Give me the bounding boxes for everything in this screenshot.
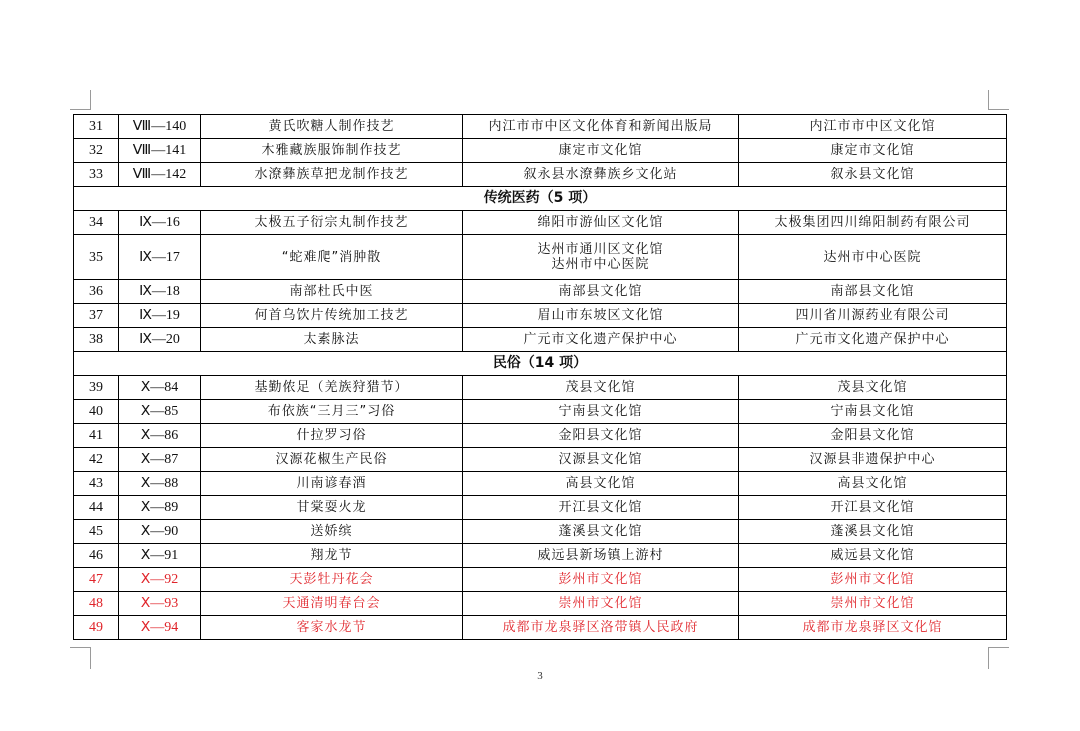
- table-row: [74, 328, 1007, 352]
- table-row: [74, 568, 1007, 592]
- protection-unit: 汉源县非遗保护中心: [739, 448, 1007, 472]
- table-row: [74, 424, 1007, 448]
- project-name: 翔龙节: [201, 544, 463, 568]
- project-code: Ⅹ—86: [119, 424, 201, 448]
- section-title: 传统医药（5 项）: [74, 187, 1007, 211]
- table-row: [74, 520, 1007, 544]
- project-name: 汉源花椒生产民俗: [201, 448, 463, 472]
- crop-mark-bottom-left: [90, 647, 91, 669]
- project-code: Ⅷ—142: [119, 163, 201, 187]
- protection-unit: 蓬溪县文化馆: [739, 520, 1007, 544]
- declaring-area: 崇州市文化馆: [463, 592, 739, 616]
- row-number: 34: [74, 211, 119, 235]
- project-code: Ⅸ—20: [119, 328, 201, 352]
- declaring-area: 宁南县文化馆: [463, 400, 739, 424]
- row-number: 36: [74, 280, 119, 304]
- declaring-area-line-2: 达州市中心医院: [551, 257, 650, 272]
- declaring-area: 叙永县水潦彝族乡文化站: [463, 163, 739, 187]
- protection-unit: 开江县文化馆: [739, 496, 1007, 520]
- protection-unit: 宁南县文化馆: [739, 400, 1007, 424]
- project-name: 黄氏吹糖人制作技艺: [201, 115, 463, 139]
- page-number: 3: [537, 670, 543, 682]
- declaring-area: 汉源县文化馆: [463, 448, 739, 472]
- row-number: 32: [74, 139, 119, 163]
- protection-unit: 南部县文化馆: [739, 280, 1007, 304]
- project-code: Ⅹ—87: [119, 448, 201, 472]
- row-number: 31: [74, 115, 119, 139]
- row-number: 38: [74, 328, 119, 352]
- project-code: Ⅸ—19: [119, 304, 201, 328]
- declaring-area: 内江市市中区文化体育和新闻出版局: [463, 115, 739, 139]
- project-code: Ⅹ—93: [119, 592, 201, 616]
- row-number: 42: [74, 448, 119, 472]
- project-name: 水潦彝族草把龙制作技艺: [201, 163, 463, 187]
- table-row: [74, 400, 1007, 424]
- project-code: Ⅹ—85: [119, 400, 201, 424]
- project-name: 基勤侬足（羌族狩猎节）: [201, 376, 463, 400]
- table-row: [74, 592, 1007, 616]
- project-code: Ⅹ—89: [119, 496, 201, 520]
- declaring-area: 康定市文化馆: [463, 139, 739, 163]
- declaring-area: 开江县文化馆: [463, 496, 739, 520]
- table-row: [74, 472, 1007, 496]
- row-number: 43: [74, 472, 119, 496]
- project-code: Ⅸ—18: [119, 280, 201, 304]
- project-code: Ⅹ—92: [119, 568, 201, 592]
- row-number: 41: [74, 424, 119, 448]
- crop-mark-bottom-right: [988, 647, 989, 669]
- row-number: 46: [74, 544, 119, 568]
- project-name: 何首乌饮片传统加工技艺: [201, 304, 463, 328]
- protection-unit: 彭州市文化馆: [739, 568, 1007, 592]
- section-header-row: [74, 187, 1007, 211]
- project-name: 甘棠耍火龙: [201, 496, 463, 520]
- project-name: 客家水龙节: [201, 616, 463, 640]
- declaring-area-line: 达州市通川区文化馆: [537, 242, 664, 257]
- project-code: Ⅹ—91: [119, 544, 201, 568]
- protection-unit: 内江市市中区文化馆: [739, 115, 1007, 139]
- project-code: Ⅹ—90: [119, 520, 201, 544]
- protection-unit: 高县文化馆: [739, 472, 1007, 496]
- project-name: 木雅藏族服饰制作技艺: [201, 139, 463, 163]
- row-number: 44: [74, 496, 119, 520]
- declaring-area: 茂县文化馆: [463, 376, 739, 400]
- table-row: [74, 115, 1007, 139]
- project-name: 天彭牡丹花会: [201, 568, 463, 592]
- table-row: [74, 235, 1007, 280]
- crop-mark-bottom-right-h: [989, 647, 1009, 648]
- crop-mark-top-left: [90, 90, 91, 110]
- table-row: [74, 616, 1007, 640]
- project-name: 南部杜氏中医: [201, 280, 463, 304]
- declaring-area: 绵阳市游仙区文化馆: [463, 211, 739, 235]
- row-number: 33: [74, 163, 119, 187]
- declaring-area: 彭州市文化馆: [463, 568, 739, 592]
- section-title: 民俗（14 项）: [74, 352, 1007, 376]
- declaring-area: 广元市文化遗产保护中心: [463, 328, 739, 352]
- project-code: Ⅸ—17: [119, 235, 201, 280]
- crop-mark-top-left-h: [70, 109, 90, 110]
- declaring-area: 成都市龙泉驿区洛带镇人民政府: [463, 616, 739, 640]
- project-code: Ⅷ—140: [119, 115, 201, 139]
- crop-mark-top-right-h: [989, 109, 1009, 110]
- protection-unit: 康定市文化馆: [739, 139, 1007, 163]
- protection-unit: 达州市中心医院: [739, 235, 1007, 280]
- table-row: [74, 496, 1007, 520]
- table-row: [74, 163, 1007, 187]
- heritage-list-table: [73, 114, 1007, 640]
- table-row: [74, 448, 1007, 472]
- protection-unit: 崇州市文化馆: [739, 592, 1007, 616]
- declaring-area: 高县文化馆: [463, 472, 739, 496]
- row-number: 37: [74, 304, 119, 328]
- declaring-area: 南部县文化馆: [463, 280, 739, 304]
- project-name: 布依族“三月三”习俗: [201, 400, 463, 424]
- row-number: 45: [74, 520, 119, 544]
- crop-mark-top-right: [988, 90, 989, 110]
- project-code: Ⅹ—94: [119, 616, 201, 640]
- project-name: “蛇难爬”消肿散: [201, 235, 463, 280]
- project-name: 川南谚春酒: [201, 472, 463, 496]
- protection-unit: 太极集团四川绵阳制药有限公司: [739, 211, 1007, 235]
- row-number: 47: [74, 568, 119, 592]
- table-row: [74, 304, 1007, 328]
- project-code: Ⅹ—88: [119, 472, 201, 496]
- project-name: 太素脉法: [201, 328, 463, 352]
- protection-unit: 金阳县文化馆: [739, 424, 1007, 448]
- table-row: [74, 376, 1007, 400]
- row-number: 35: [74, 235, 119, 280]
- row-number: 40: [74, 400, 119, 424]
- section-header-row: [74, 352, 1007, 376]
- declaring-area: 威远县新场镇上游村: [463, 544, 739, 568]
- protection-unit: 成都市龙泉驿区文化馆: [739, 616, 1007, 640]
- declaring-area: 金阳县文化馆: [463, 424, 739, 448]
- row-number: 49: [74, 616, 119, 640]
- project-name: 什拉罗习俗: [201, 424, 463, 448]
- project-code: Ⅹ—84: [119, 376, 201, 400]
- protection-unit: 叙永县文化馆: [739, 163, 1007, 187]
- row-number: 48: [74, 592, 119, 616]
- protection-unit: 广元市文化遗产保护中心: [739, 328, 1007, 352]
- project-name: 太极五子衍宗丸制作技艺: [201, 211, 463, 235]
- table-row: [74, 211, 1007, 235]
- declaring-area: 眉山市东坡区文化馆: [463, 304, 739, 328]
- declaring-area: 蓬溪县文化馆: [463, 520, 739, 544]
- project-name: 送娇缤: [201, 520, 463, 544]
- project-name: 天通清明春台会: [201, 592, 463, 616]
- declaring-area: [463, 235, 739, 280]
- protection-unit: 四川省川源药业有限公司: [739, 304, 1007, 328]
- project-code: Ⅷ—141: [119, 139, 201, 163]
- table-row: [74, 139, 1007, 163]
- protection-unit: 威远县文化馆: [739, 544, 1007, 568]
- project-code: Ⅸ—16: [119, 211, 201, 235]
- table-row: [74, 544, 1007, 568]
- table-row: [74, 280, 1007, 304]
- crop-mark-bottom-left-h: [70, 647, 90, 648]
- row-number: 39: [74, 376, 119, 400]
- protection-unit: 茂县文化馆: [739, 376, 1007, 400]
